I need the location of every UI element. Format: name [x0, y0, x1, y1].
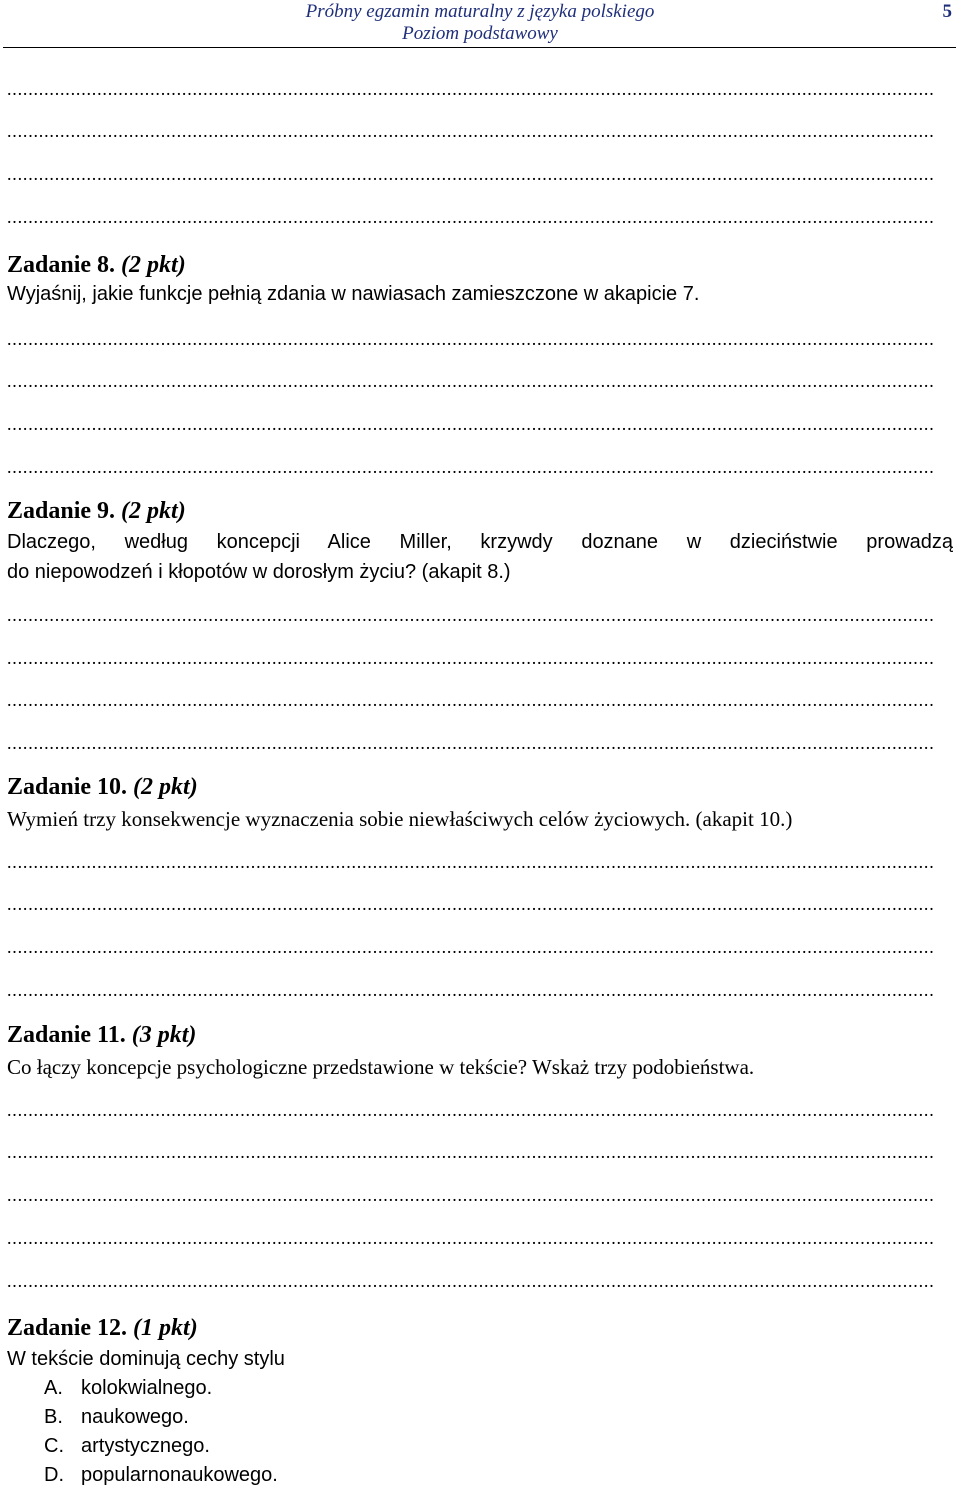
answer-line[interactable]: ...............................................................................................................................................................................	[7, 648, 935, 668]
answer-line[interactable]: ...............................................................................................................................................................................	[7, 371, 935, 391]
page-header	[0, 0, 960, 50]
option-c[interactable]	[44, 1432, 210, 1460]
answer-line[interactable]: ...............................................................................................................................................................................	[7, 79, 935, 99]
task-12-points: (1 pkt)	[133, 1315, 198, 1341]
task-10-question: Wymień trzy konsekwencje wyznaczenia sobie niewłaściwych celów życiowych. (akapit 10.)	[7, 807, 793, 831]
task-10-points: (2 pkt)	[133, 774, 198, 800]
option-letter: B.	[44, 1406, 63, 1428]
answer-line[interactable]: ...............................................................................................................................................................................	[7, 414, 935, 434]
option-text: naukowego.	[81, 1406, 189, 1428]
option-text: kolokwialnego.	[81, 1377, 213, 1399]
task-12-title	[7, 1313, 198, 1343]
answer-line[interactable]: ...............................................................................................................................................................................	[7, 1142, 935, 1162]
option-d[interactable]	[44, 1461, 278, 1489]
page-number: 5	[942, 1, 952, 22]
answer-line[interactable]: ...............................................................................................................................................................................	[7, 733, 935, 753]
task-11-question: Co łączy koncepcje psychologiczne przedstawione w tekście? Wskaż trzy podobieństwa.	[7, 1055, 755, 1079]
task-9-points: (2 pkt)	[121, 498, 186, 524]
task-8-question: Wyjaśnij, jakie funkcje pełnią zdania w nawiasach zamieszczone w akapicie 7.	[7, 283, 700, 305]
option-a[interactable]	[44, 1374, 212, 1402]
task-8-number: Zadanie 8.	[7, 252, 116, 278]
option-letter: C.	[44, 1435, 64, 1457]
task-9-question-line-2: do niepowodzeń i kłopotów w dorosłym życiu? (akapit 8.)	[7, 561, 511, 583]
exam-level: Poziom podstawowy	[402, 23, 558, 44]
answer-line[interactable]: ...............................................................................................................................................................................	[7, 1100, 935, 1120]
answer-line[interactable]: ...............................................................................................................................................................................	[7, 207, 935, 227]
task-11-points: (3 pkt)	[131, 1022, 197, 1048]
task-8-title	[7, 250, 186, 280]
header-divider	[3, 47, 956, 48]
option-text: popularnonaukowego.	[81, 1464, 278, 1486]
answer-line[interactable]: ...............................................................................................................................................................................	[7, 937, 935, 957]
answer-line[interactable]: ...............................................................................................................................................................................	[7, 852, 935, 872]
answer-line[interactable]: ...............................................................................................................................................................................	[7, 457, 935, 477]
task-12-number: Zadanie 12.	[7, 1315, 128, 1341]
answer-line[interactable]: ...............................................................................................................................................................................	[7, 164, 935, 184]
option-letter: D.	[44, 1464, 64, 1486]
task-8-points: (2 pkt)	[121, 252, 186, 278]
answer-line[interactable]: ...............................................................................................................................................................................	[7, 1228, 935, 1248]
task-9-number: Zadanie 9.	[7, 498, 116, 524]
exam-title: Próbny egzamin maturalny z języka polskiego	[305, 1, 655, 22]
answer-line[interactable]: ...............................................................................................................................................................................	[7, 894, 935, 914]
option-b[interactable]	[44, 1403, 189, 1431]
answer-line[interactable]: ...............................................................................................................................................................................	[7, 605, 935, 625]
answer-line[interactable]: ...............................................................................................................................................................................	[7, 329, 935, 349]
task-10-number: Zadanie 10.	[7, 774, 128, 800]
answer-line[interactable]: ...............................................................................................................................................................................	[7, 1185, 935, 1205]
option-letter: A.	[44, 1377, 63, 1399]
task-9-question-line-1: Dlaczego, według koncepcji Alice Miller, krzywdy doznane w dzieciństwie prowadzą	[7, 531, 953, 553]
answer-line[interactable]: ...............................................................................................................................................................................	[7, 690, 935, 710]
task-12-question: W tekście dominują cechy stylu	[7, 1348, 285, 1370]
answer-line[interactable]: ...............................................................................................................................................................................	[7, 980, 935, 1000]
task-11-number: Zadanie 11.	[7, 1022, 126, 1048]
task-11-title	[7, 1020, 196, 1050]
task-9-title	[7, 496, 186, 526]
answer-line[interactable]: ...............................................................................................................................................................................	[7, 121, 935, 141]
option-text: artystycznego.	[81, 1435, 210, 1457]
answer-line[interactable]: ...............................................................................................................................................................................	[7, 1271, 935, 1291]
task-10-title	[7, 772, 198, 802]
